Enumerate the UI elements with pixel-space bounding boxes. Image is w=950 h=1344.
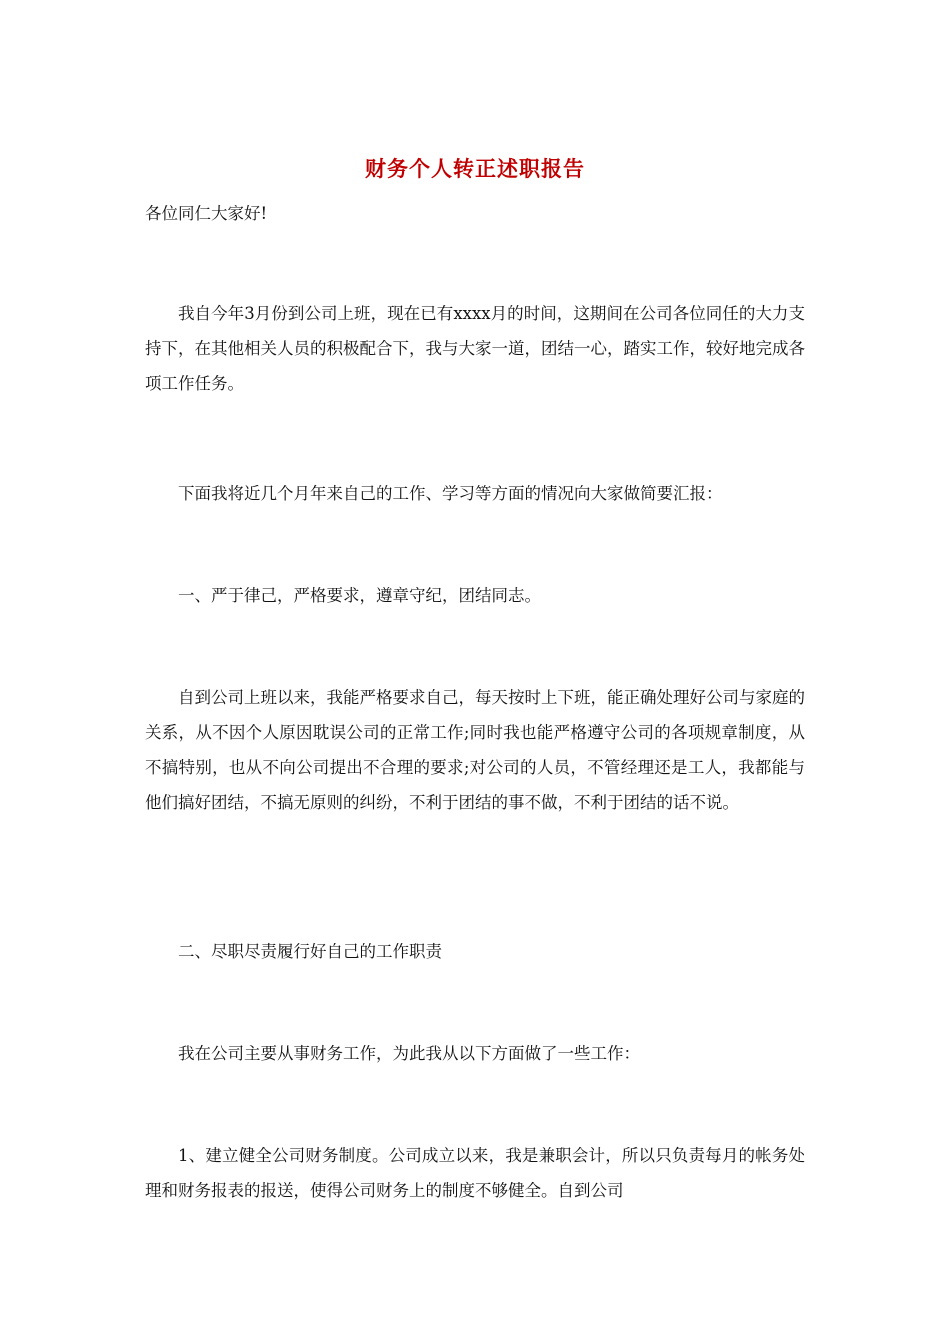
section-heading-1: 一、严于律己，严格要求，遵章守纪，团结同志。 <box>178 586 541 605</box>
paragraph-overview: 下面我将近几个月年来自己的工作、学习等方面的情况向大家做简要汇报： <box>178 484 723 503</box>
paragraph-discipline: 自到公司上班以来，我能严格要求自己，每天按时上下班，能正确处理好公司与家庭的关系，从不因个人原因耽误公司的正常工作;同时我也能严格遵守公司的各项规章制度，从不搞特别，也从不向公司提出不合理的要求;对公司的人员，不管经理还是工人，我都能与他们搞好团结，不搞无原则的纠纷，不利于团结的事不做，不利于团结的话不说。 <box>145 688 805 812</box>
section-heading-2: 二、尽职尽责履行好自己的工作职责 <box>178 942 442 961</box>
paragraph-duties: 我在公司主要从事财务工作，为此我从以下方面做了一些工作： <box>178 1044 640 1063</box>
greeting: 各位同仁大家好! <box>145 204 268 223</box>
list-item-1: 1、建立健全公司财务制度。公司成立以来，我是兼职会计，所以只负责每月的帐务处理和财务报表的报送，使得公司财务上的制度不够健全。自到公司 <box>145 1146 805 1200</box>
paragraph-intro: 我自今年3月份到公司上班，现在已有xxxx月的时间，这期间在公司各位同任的大力支持下，在其他相关人员的积极配合下，我与大家一道，团结一心，踏实工作，较好地完成各项工作任务。 <box>145 304 805 393</box>
document-title: 财务个人转正述职报告 <box>365 156 585 181</box>
